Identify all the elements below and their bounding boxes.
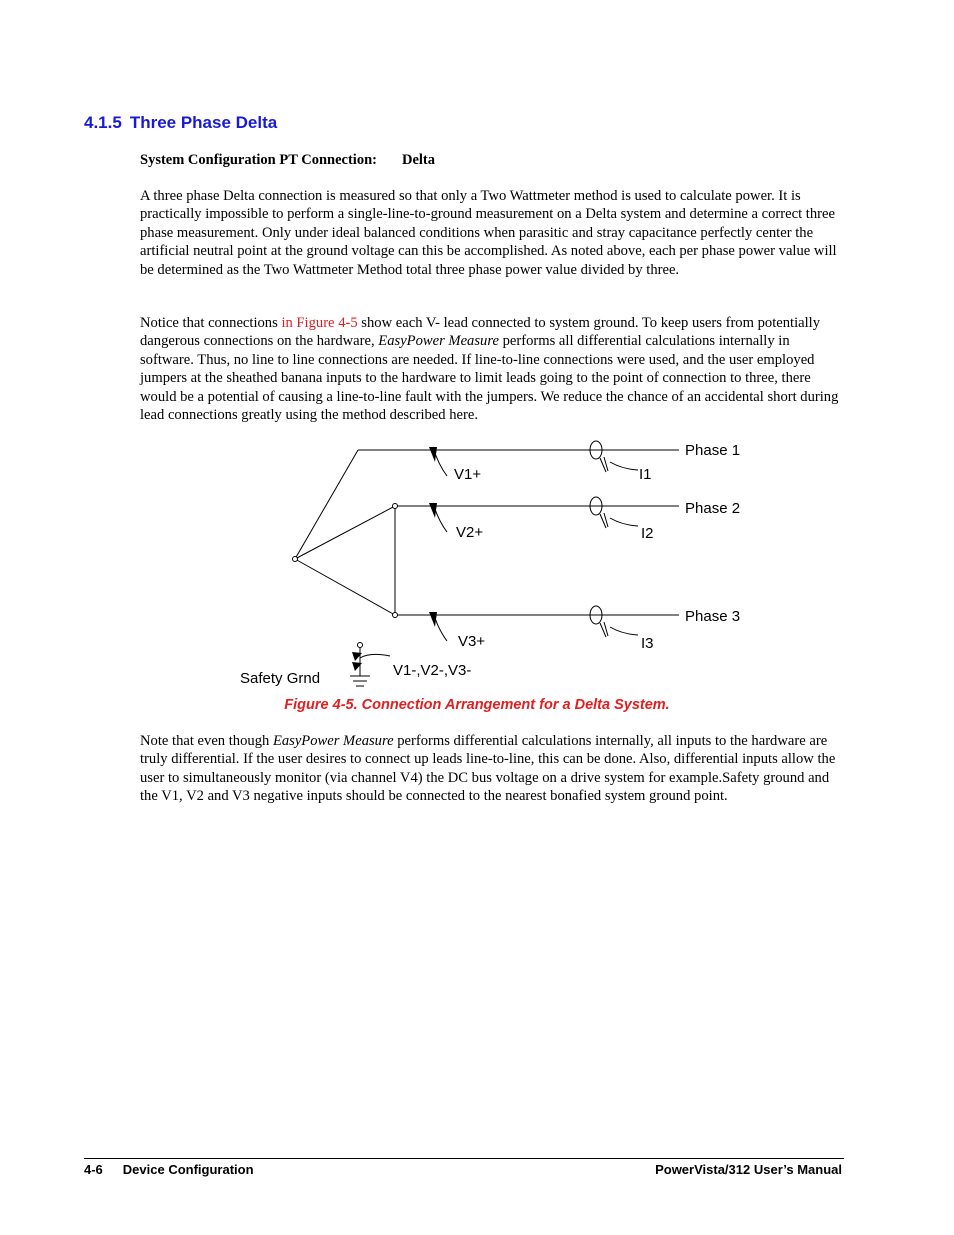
v1-probe-arrow [429,447,437,462]
p2-text-b: show each V- lead connected to system ground. To keep users from potentially dangerous connections on the hardware, [140,315,821,350]
p2-text-c: performs all differential calculations internally in software. Thus, no line to line connections are needed. If line-to-line connections were used, and the user employed jumpers at the sheathed banana inputs to the hardware to limit leads going to the point of connection to three, there would be a potential of causing a line-to-line fault with the jumpers. We reduce the chance of an accidental short during lead connections greatly using the method described here. [140,333,839,424]
footer-left [84,1162,254,1177]
section-title: Three Phase Delta [129,113,278,132]
delta-node-left [293,557,298,562]
v3-probe-arrow [429,612,437,627]
i3-current-clamp [590,606,638,637]
label-phase2: Phase 2 [685,500,741,517]
p2-product-name: EasyPower Measure [378,333,499,350]
figure-link[interactable]: in Figure 4-5 [281,315,358,331]
figure-caption: Figure 4-5. Connection Arrangement for a Delta System. [284,697,670,713]
label-v3: V3+ [458,633,486,650]
footer-manual-title: PowerVista/312 User’s Manual [655,1162,842,1177]
config-value: Delta [401,152,435,168]
label-v2: V2+ [456,524,484,541]
label-negative-inputs: V1-,V2-,V3- [393,662,472,679]
v2-probe-arrow [429,503,437,518]
delta-connection-diagram [230,436,760,694]
label-i1: I1 [639,466,652,483]
p3-text-b: performs differential calculations internally, all inputs to the hardware are truly differential. If the user desires to connect up leads line-to-line, this can be done. Also, differential inputs allow the user to simultaneously monitor (via channel V4) the DC bus voltage on a drive system for example.Safety ground and the V1, V2 and V3 negative inputs should be connected to the nearest bonafied system ground point. [140,733,836,805]
paragraph-delta-intro: A three phase Delta connection is measured so that only a Two Wattmeter method is used to calculate power. It is practically impossible to perform a single-line-to-ground measurement on a Delta system and determine a correct three phase measurement. Only under ideal balanced conditions when parasitic and stray capacitance perfectly center the artificial neutral point at the ground voltage can this be accomplished. As noted above, each per phase power value will be determined as the Two Wattmeter Method total three phase power value divided by three. [140,188,837,278]
i1-current-clamp [590,441,638,472]
footer-section: Device Configuration [122,1162,254,1177]
footer-divider [84,1158,844,1159]
i2-current-clamp [590,497,638,528]
p3-text-a: Note that even though [140,733,273,749]
delta-node-top [393,504,398,509]
paragraph-differential [140,732,845,806]
delta-side-lower [295,559,395,615]
section-heading [84,113,277,133]
label-phase1: Phase 1 [685,442,741,459]
config-label: System Configuration PT Connection: [140,152,377,168]
footer-page-number: 4-6 [84,1162,103,1177]
p3-product-name: EasyPower Measure [272,733,394,749]
label-v1: V1+ [454,466,482,483]
paragraph-connections [140,314,845,424]
p2-text-a: Notice that connections [140,315,282,331]
delta-node-bottom [393,613,398,618]
config-line [140,152,435,169]
label-i3: I3 [641,635,654,652]
section-number: 4.1.5 [84,113,122,132]
label-i2: I2 [641,525,654,542]
label-ground: Safety Grnd [240,670,321,687]
label-phase3: Phase 3 [685,608,741,625]
